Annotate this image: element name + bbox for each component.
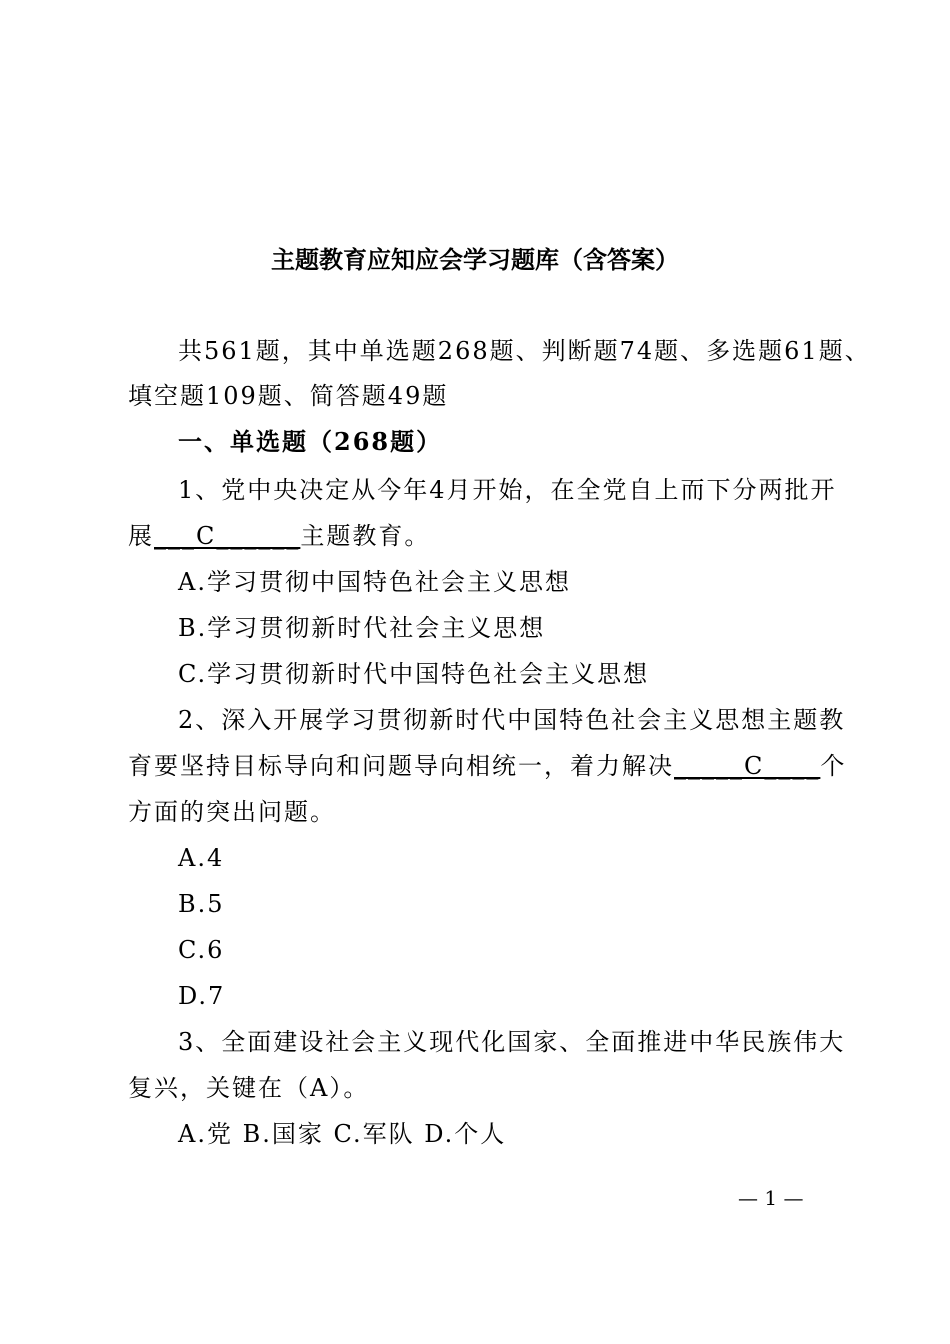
question-2-option-d: D.7 [178, 982, 226, 1010]
question-2-line-3: 方面的突出问题。 [128, 798, 336, 826]
intro-line-1: 共561题，其中单选题268题、判断题74题、多选题61题、 [178, 337, 871, 365]
question-1-line-1: 1、党中央决定从今年4月开始，在全党自上而下分两批开 [178, 476, 837, 504]
section-heading-single-choice: 一、单选题（268题） [178, 427, 443, 456]
question-2-option-b: B.5 [178, 890, 225, 918]
question-2-prefix: 育要坚持目标导向和问题导向相统一，着力解决 [128, 752, 674, 780]
question-3-line-1: 3、全面建设社会主义现代化国家、全面推进中华民族伟大 [178, 1028, 846, 1056]
question-2-suffix: 个 [820, 752, 847, 780]
question-1-option-b: B.学习贯彻新时代社会主义思想 [178, 614, 546, 642]
intro-line-2: 填空题109题、简答题49题 [128, 382, 449, 410]
question-3-line-2: 复兴，关键在（A）。 [128, 1074, 370, 1102]
question-2-option-a: A.4 [178, 844, 225, 872]
question-1-suffix: 主题教育。 [300, 522, 431, 550]
question-1-line-2 [128, 520, 430, 552]
question-3-options: A.党 B.国家 C.军队 D.个人 [178, 1120, 507, 1148]
question-2-line-2 [128, 750, 846, 782]
document-title: 主题教育应知应会学习题库（含答案） [271, 245, 679, 274]
question-2-answer-blank: _____C____ [674, 752, 821, 780]
question-1-answer-blank: ___C______ [154, 522, 301, 550]
page-number: — 1 — [738, 1186, 804, 1210]
question-1-option-a: A.学习贯彻中国特色社会主义思想 [178, 568, 571, 596]
question-2-option-c: C.6 [178, 936, 225, 964]
question-1-option-c: C.学习贯彻新时代中国特色社会主义思想 [178, 660, 650, 688]
question-1-prefix: 展 [128, 522, 154, 550]
question-2-line-1: 2、深入开展学习贯彻新时代中国特色社会主义思想主题教 [178, 706, 846, 734]
